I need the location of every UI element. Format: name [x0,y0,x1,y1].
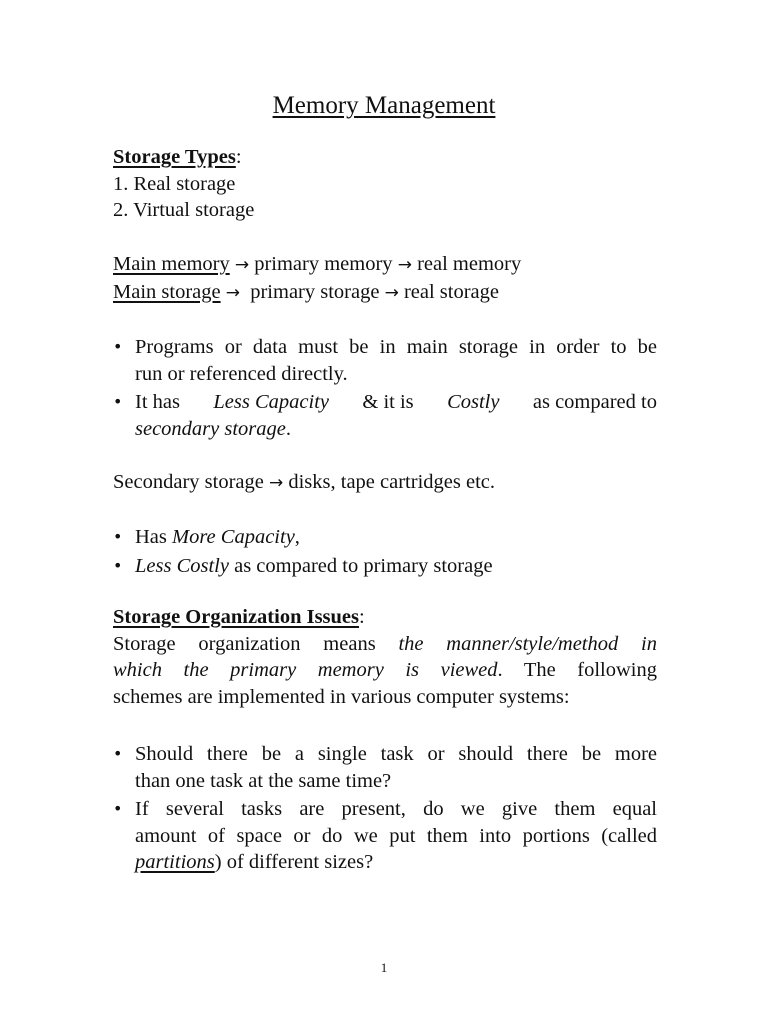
bullet-icon: • [113,527,123,546]
main-memory-chain: Main memory → primary memory → real memory [113,253,522,275]
secondary-storage-bullets [113,524,657,579]
list-item: • Has More Capacity, [113,524,657,551]
storage-types-heading: Storage Types [113,146,236,168]
list-item: 2. Virtual storage [113,199,255,221]
page-title: Memory Management [272,92,496,119]
bullet-icon: • [113,555,123,575]
storage-organization-section: Storage Organization Issues: Storage organization means the manner/style/method in which the primary memory is viewed. The following schemes are implemented in various computer systems: [113,606,657,708]
organization-bullets [113,741,657,876]
arrow-right-icon: → [234,255,250,275]
list-item: • If several tasks are present, do we give them equal amount of space or do we put them into portions (called partitions) of different sizes? [113,798,657,873]
bullet-icon: • [113,392,123,411]
arrow-right-icon: → [268,473,284,493]
arrow-right-icon: → [225,282,240,303]
main-storage-bullets [113,334,657,442]
storage-organization-heading: Storage Organization Issues [113,606,359,628]
list-item: • It has Less Capacity & it is Costly as compared to secondary storage. [113,391,657,440]
bullet-icon: • [113,799,123,818]
list-item: • Should there be a single task or should there be more than one task at the same time? [113,743,657,792]
bullet-icon: • [113,744,123,763]
main-storage-chain: Main storage → primary storage → real storage [113,280,499,303]
arrow-right-icon: → [384,282,399,303]
bullet-icon: • [113,337,123,356]
list-item: • Programs or data must be in main storage in order to be run or referenced directly. [113,336,657,385]
arrow-right-icon: → [397,255,412,275]
memory-chain-section [113,251,657,306]
page-number: 1 [380,960,388,975]
list-item: 1. Real storage [113,172,236,195]
storage-types-section: Storage Types: 1. Real storage 2. Virtual storage [113,144,657,224]
secondary-storage-line: Secondary storage → disks, tape cartridges etc. [113,471,495,493]
list-item: • Less Costly as compared to primary storage [113,553,657,580]
